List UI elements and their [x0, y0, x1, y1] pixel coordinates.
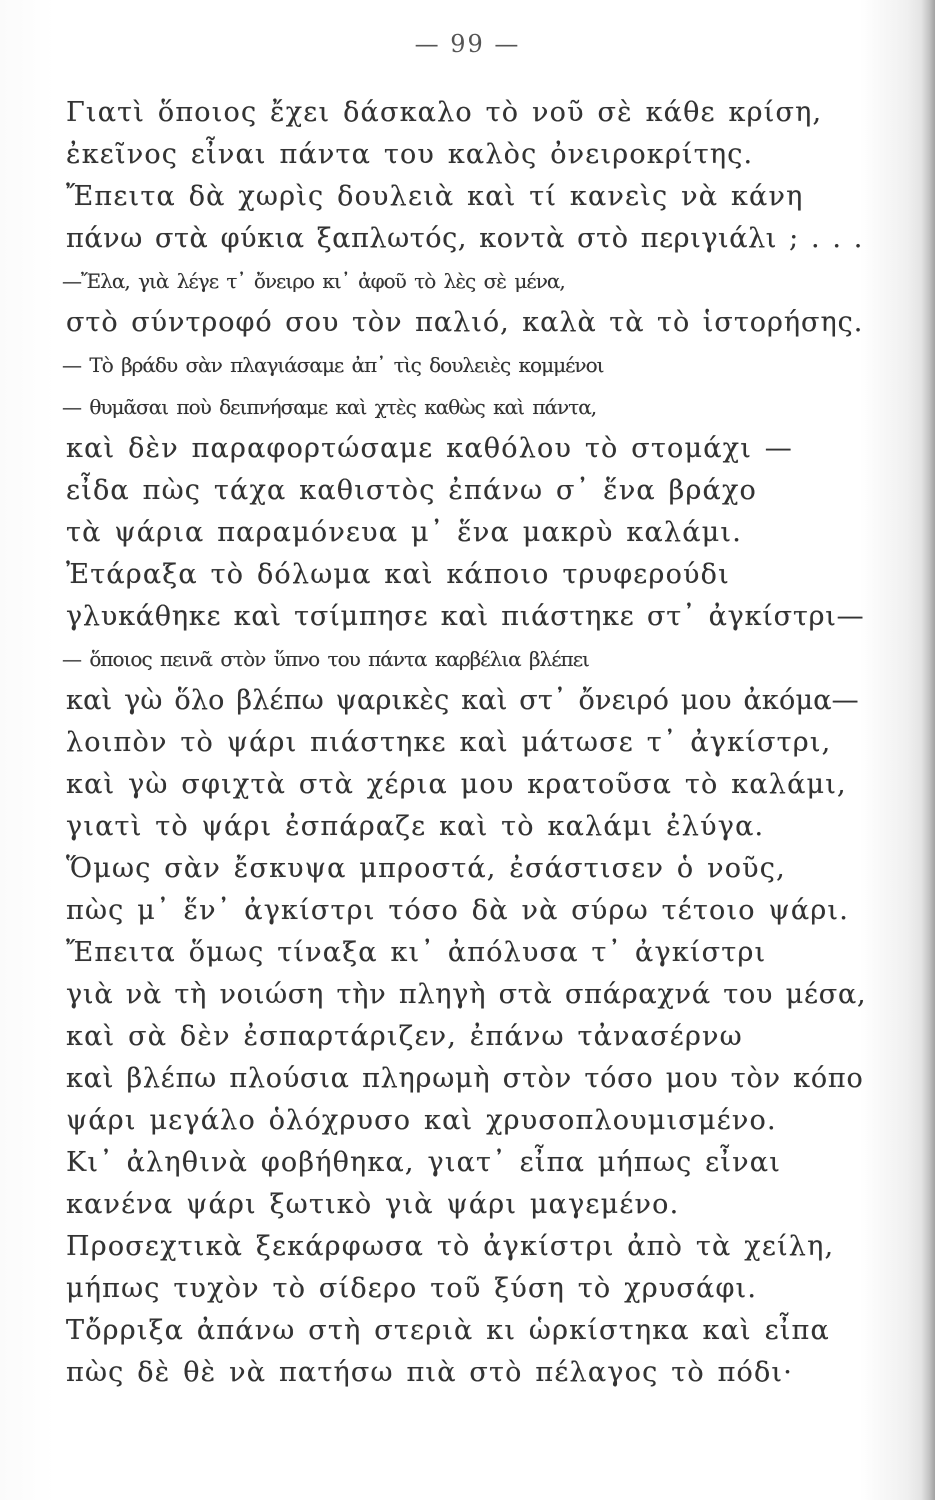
- poem-line: Ὅμως σὰν ἔσκυψα μπροστά, ἐσάστισεν ὁ νοῦς,: [66, 853, 786, 884]
- poem-line: πάνω στὰ φύκια ξαπλωτός, κοντὰ στὸ περιγιάλι ; . . .: [66, 223, 863, 254]
- poem-line: — θυμᾶσαι ποὺ δειπνήσαμε καὶ χτὲς καθὼς καὶ πάντα,: [62, 395, 597, 419]
- poem-line: καὶ σὰ δὲν ἐσπαρτάριζεν, ἐπάνω τἀνασέρνω: [66, 1021, 743, 1052]
- poem-line: Ἔπειτα ὅμως τίναξα κι᾽ ἀπόλυσα τ᾽ ἀγκίστρι: [66, 937, 767, 968]
- poem-line: — Τὸ βράδυ σὰν πλαγιάσαμε ἀπ᾽ τὶς δουλειὲς κομμένοι: [62, 353, 604, 377]
- poem-line: Ἔπειτα δὰ χωρὶς δουλειὰ καὶ τί κανεὶς νὰ κάνη: [66, 181, 804, 212]
- poem-line: γλυκάθηκε καὶ τσίμπησε καὶ πιάστηκε στ᾽ ἀγκίστρι—: [66, 601, 865, 632]
- poem-line: πὼς δὲ θὲ νὰ πατήσω πιὰ στὸ πέλαγος τὸ πόδι·: [66, 1357, 793, 1388]
- poem-line: καὶ γὼ σφιχτὰ στὰ χέρια μου κρατοῦσα τὸ καλάμι,: [66, 769, 847, 800]
- poem-line: λοιπὸν τὸ ψάρι πιάστηκε καὶ μάτωσε τ᾽ ἀγκίστρι,: [66, 727, 832, 758]
- poem-line: Κι᾽ ἀληθινὰ φοβήθηκα, γιατ᾽ εἶπα μήπως εἶναι: [66, 1147, 781, 1178]
- poem-line: Προσεχτικὰ ξεκάρφωσα τὸ ἀγκίστρι ἀπὸ τὰ χείλη,: [66, 1231, 835, 1262]
- poem-line: στὸ σύντροφό σου τὸν παλιό, καλὰ τὰ τὸ ἱστορήσης.: [66, 307, 864, 338]
- poem-text: [62, 92, 867, 1394]
- poem-line: — ὅποιος πεινᾶ στὸν ὕπνο του πάντα καρβέλια βλέπει: [62, 647, 589, 671]
- poem-line: εἶδα πὼς τάχα καθιστὸς ἐπάνω σ᾽ ἕνα βράχο: [66, 475, 757, 506]
- poem-line: ψάρι μεγάλο ὁλόχρυσο καὶ χρυσοπλουμισμένο.: [66, 1105, 777, 1136]
- poem-line: τὰ ψάρια παραμόνευα μ᾽ ἕνα μακρὺ καλάμι.: [66, 517, 742, 548]
- poem-line: καὶ δὲν παραφορτώσαμε καθόλου τὸ στομάχι —: [66, 433, 793, 464]
- poem-line: ἐκεῖνος εἶναι πάντα του καλὸς ὀνειροκρίτης.: [66, 139, 754, 170]
- poem-line: καὶ βλέπω πλούσια πληρωμὴ στὸν τόσο μου τὸν κόπο: [66, 1063, 864, 1094]
- poem-line: κανένα ψάρι ξωτικὸ γιὰ ψάρι μαγεμένο.: [66, 1189, 680, 1220]
- page-number: — 99 —: [414, 30, 521, 58]
- poem-line: γιατὶ τὸ ψάρι ἐσπάραζε καὶ τὸ καλάμι ἐλύγα.: [66, 811, 765, 842]
- poem-line: πὼς μ᾽ ἕν᾽ ἀγκίστρι τόσο δὰ νὰ σύρω τέτοιο ψάρι.: [66, 895, 849, 926]
- poem-line: —Ἔλα, γιὰ λέγε τ᾽ ὄνειρο κι᾽ ἀφοῦ τὸ λὲς σὲ μένα,: [62, 269, 565, 293]
- poem-line: μήπως τυχὸν τὸ σίδερο τοῦ ξύση τὸ χρυσάφι.: [66, 1273, 758, 1304]
- poem-line: Γιατὶ ὅποιος ἔχει δάσκαλο τὸ νοῦ σὲ κάθε κρίση,: [66, 97, 823, 128]
- poem-line: καὶ γὼ ὅλο βλέπω ψαρικὲς καὶ στ᾽ ὄνειρό μου ἀκόμα—: [66, 685, 859, 716]
- poem-line: Τὄρριξα ἀπάνω στὴ στεριὰ κι ὡρκίστηκα καὶ εἶπα: [66, 1315, 830, 1346]
- poem-line: γιὰ νὰ τὴ νοιώση τὴν πληγὴ στὰ σπάραχνά του μέσα,: [66, 979, 867, 1010]
- poem-line: Ἐτάραξα τὸ δόλωμα καὶ κάποιο τρυφερούδι: [66, 559, 730, 590]
- page-spine-shadow: [921, 0, 935, 1500]
